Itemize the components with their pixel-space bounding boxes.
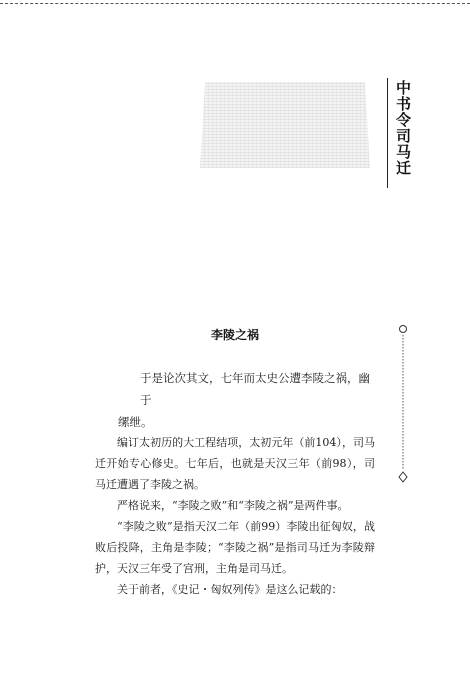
decorative-textured-panel	[200, 82, 370, 168]
paragraph: 严格说来，“李陵之败”和“李陵之祸”是两件事。	[117, 499, 349, 512]
paragraph: 关于前者，《史记・匈奴列传》是这么记载的：	[117, 583, 343, 596]
body-text	[95, 432, 375, 600]
top-dashed-border	[0, 3, 470, 4]
paragraph: “李陵之败”是指天汉二年（前99）李陵出征匈奴，战败后投降，主角是李陵；“李陵之祸”是指司马迁为李陵辩护，天汉三年受了宫刑，主角是司马迁。	[95, 520, 375, 575]
quote-line-1: 于是论次其文，七年而太史公遭李陵之祸，幽于	[140, 371, 370, 407]
paragraph: 编订太初历的大工程结项，太初元年（前104），司马迁开始专心修史。七年后，也就是天汉三年（前98），司马迁遭遇了李陵之祸。	[95, 436, 375, 491]
quote-line-2: 缧绁。	[118, 415, 153, 429]
section-title: 李陵之祸	[210, 328, 259, 342]
chapter-title-rule	[387, 78, 388, 188]
chapter-title: 中书令司马迁	[394, 80, 412, 176]
ornament-diamond-icon	[399, 472, 407, 482]
quote-block	[92, 367, 377, 433]
side-ornament	[396, 323, 410, 483]
